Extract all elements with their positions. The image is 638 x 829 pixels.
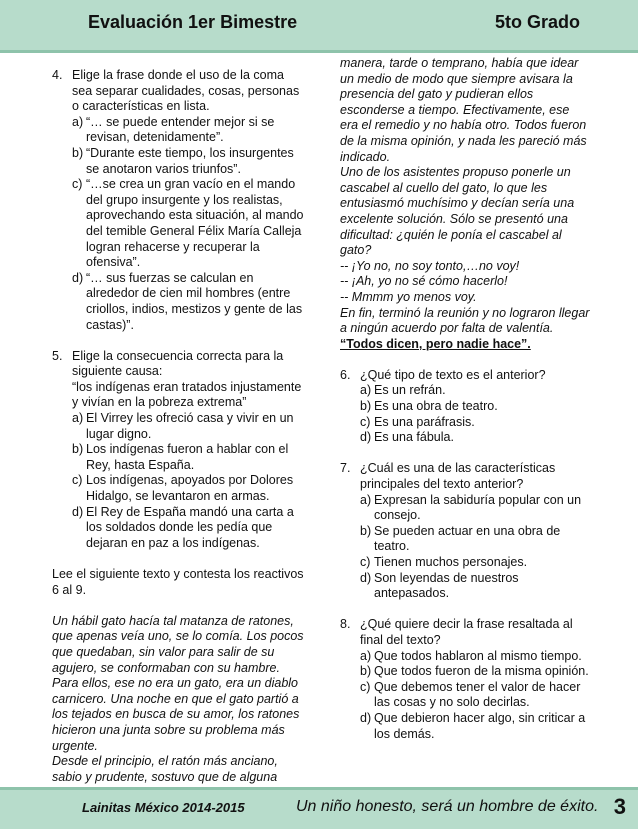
- question-8: [340, 617, 590, 648]
- option-text: Que debieron hacer algo, sin criticar a los demás.: [374, 710, 586, 741]
- option-letter: c): [72, 473, 83, 488]
- question-text: ¿Cuál es una de las características principales del texto anterior?: [360, 461, 556, 492]
- option-d: [340, 571, 590, 602]
- option-c: [340, 555, 590, 571]
- option-letter: d): [360, 710, 372, 725]
- option-letter: a): [360, 492, 372, 507]
- option-letter: a): [72, 411, 84, 426]
- option-letter: c): [360, 555, 371, 569]
- option-letter: b): [72, 145, 84, 160]
- story-dialogue: -- ¡Ah, yo no sé cómo hacerlo!: [340, 274, 508, 289]
- question-number: 7.: [340, 461, 351, 476]
- option-a: [52, 411, 307, 442]
- option-letter: b): [360, 399, 372, 414]
- option-letter: a): [360, 383, 372, 398]
- question-number: 5.: [52, 348, 63, 363]
- option-letter: d): [360, 430, 372, 445]
- page-footer: [0, 787, 638, 829]
- option-text: Que todos hablaron al mismo tiempo.: [374, 648, 582, 663]
- question-6-options: [340, 383, 590, 445]
- page-header: [0, 0, 638, 53]
- story-paragraph: Desde el principio, el ratón más anciano, sabio y prudente, sostuvo que de alguna: [52, 754, 278, 784]
- option-d: [52, 271, 307, 333]
- question-number: 8.: [340, 617, 351, 632]
- story-paragraph: Un hábil gato hacía tal matanza de ratones, que apenas veía uno, se lo comía. Los pocos que quedaban, sin valor para salir de su agujero, se conformaban con su hambre.: [52, 613, 304, 675]
- question-8-options: [340, 649, 590, 743]
- option-text: Los indígenas fueron a hablar con el Rey, hasta España.: [86, 442, 289, 472]
- option-text: Es una fábula.: [374, 430, 454, 445]
- story-paragraph: Uno de los asistentes propuso ponerle un cascabel al cuello del gato, lo que les entusiasmó muchísimo y decían sería una excelente solución. Sólo se presentó una dificultad: ¿quién le ponía el cascabel al gato?: [340, 165, 575, 258]
- option-text: “Durante este tiempo, los insurgentes se anotaron varios triunfos”.: [86, 145, 294, 176]
- option-text: El Virrey les ofreció casa y vivir en un lugar digno.: [86, 411, 294, 441]
- option-letter: d): [360, 570, 372, 585]
- right-column: [340, 56, 590, 742]
- exam-title: Evaluación 1er Bimestre: [88, 12, 298, 32]
- option-b: [340, 664, 590, 680]
- question-5: [52, 349, 307, 411]
- option-b: [340, 524, 590, 555]
- option-c: [52, 473, 307, 504]
- option-text: Es un refrán.: [374, 383, 446, 398]
- option-text: Es una obra de teatro.: [374, 399, 498, 414]
- option-letter: a): [360, 648, 372, 663]
- option-c: [340, 680, 590, 711]
- question-4-options: [52, 115, 307, 333]
- option-text: Tienen muchos personajes.: [374, 555, 528, 569]
- option-b: [340, 399, 590, 415]
- question-7: [340, 461, 590, 492]
- story-dialogue: -- Mmmm yo menos voy.: [340, 289, 477, 304]
- question-5-options: [52, 411, 307, 551]
- option-text: Es una paráfrasis.: [374, 414, 475, 429]
- option-a: [340, 649, 590, 665]
- option-text: Son leyendas de nuestros antepasados.: [374, 570, 519, 601]
- question-number: 4.: [52, 68, 63, 82]
- question-cause: “los indígenas eran tratados injustamente y vivían en la pobreza extrema”: [72, 379, 302, 410]
- question-7-options: [340, 493, 590, 602]
- option-letter: a): [72, 114, 84, 129]
- option-b: [52, 442, 307, 473]
- option-letter: d): [72, 504, 84, 519]
- question-text: ¿Qué quiere decir la frase resaltada al final del texto?: [360, 617, 573, 647]
- grade-label: 5to Grado: [494, 12, 580, 32]
- option-letter: b): [72, 442, 84, 457]
- option-a: [340, 383, 590, 399]
- option-text: Los indígenas, apoyados por Dolores Hidalgo, se levantaron en armas.: [86, 473, 294, 504]
- option-c: [340, 415, 590, 431]
- story-paragraph: manera, tarde o temprano, había que idear un medio de modo que siempre avisara la presencia del gato y pudieran ellos esconderse a tiempo. Efectivamente, ese era el remedio y no había otro. Todos fueron de la misma opinión, y nada les pareció más indicado.: [340, 56, 587, 164]
- question-text: Elige la frase donde el uso de la coma sea separar cualidades, cosas, personas o características en lista.: [72, 68, 300, 114]
- story-paragraph: Para ellos, ese no era un gato, era un diablo carnicero. Una noche en que el gato partió a los tejados en busca de su amor, los ratones hicieron una junta sobre su problema más urgente.: [52, 676, 300, 753]
- option-text: Que debemos tener el valor de hacer las cosas y no solo decirlas.: [374, 679, 581, 710]
- option-d: [340, 430, 590, 446]
- question-text: Elige la consecuencia correcta para la siguiente causa:: [72, 348, 284, 379]
- option-a: [340, 493, 590, 524]
- option-letter: b): [360, 523, 372, 538]
- story-paragraph: En fin, terminó la reunión y no lograron llegar a ningún acuerdo por falta de valentía.: [340, 305, 590, 336]
- option-text: “… se puede entender mejor si se revisan, detenidamente”.: [86, 114, 275, 145]
- option-d: [340, 711, 590, 742]
- option-text: El Rey de España mandó una carta a los soldados donde les pedía que dejaran en paz a los indígenas.: [86, 504, 294, 550]
- question-number: 6.: [340, 367, 351, 382]
- reading-instruction: Lee el siguiente texto y contesta los reactivos 6 al 9.: [52, 567, 304, 597]
- story-moral: “Todos dicen, pero nadie hace”.: [340, 336, 531, 351]
- option-d: [52, 505, 307, 552]
- option-c: [52, 177, 307, 271]
- option-letter: b): [360, 664, 372, 679]
- motto-label: Un niño honesto, será un hombre de éxito.: [296, 798, 599, 815]
- question-6: [340, 368, 590, 384]
- option-letter: c): [72, 177, 83, 192]
- option-text: Se pueden actuar en una obra de teatro.: [374, 523, 561, 554]
- option-text: “…se crea un gran vacío en el mando del grupo insurgente y los realistas, aprovechando esta situación, al mando del temible General Félix María Calleja logran rehacerse y recuperar la ofensiva”.: [86, 177, 304, 270]
- option-text: “… sus fuerzas se calculan en alrededor de cien mil hombres (entre criollos, indios, mestizos y gente de las castas)”.: [86, 270, 303, 332]
- question-4: [52, 68, 307, 115]
- option-letter: c): [360, 679, 371, 694]
- option-text: Que todos fueron de la misma opinión.: [374, 664, 589, 679]
- option-text: Expresan la sabiduría popular con un consejo.: [374, 492, 582, 523]
- option-a: [52, 115, 307, 146]
- option-letter: d): [72, 270, 84, 285]
- page-number: 3: [613, 794, 626, 819]
- option-letter: c): [360, 414, 371, 429]
- question-text: ¿Qué tipo de texto es el anterior?: [360, 367, 546, 382]
- school-label: Lainitas México 2014-2015: [82, 800, 245, 815]
- left-column: [52, 68, 307, 785]
- option-b: [52, 146, 307, 177]
- story-dialogue: -- ¡Yo no, no soy tonto,…no voy!: [340, 258, 520, 273]
